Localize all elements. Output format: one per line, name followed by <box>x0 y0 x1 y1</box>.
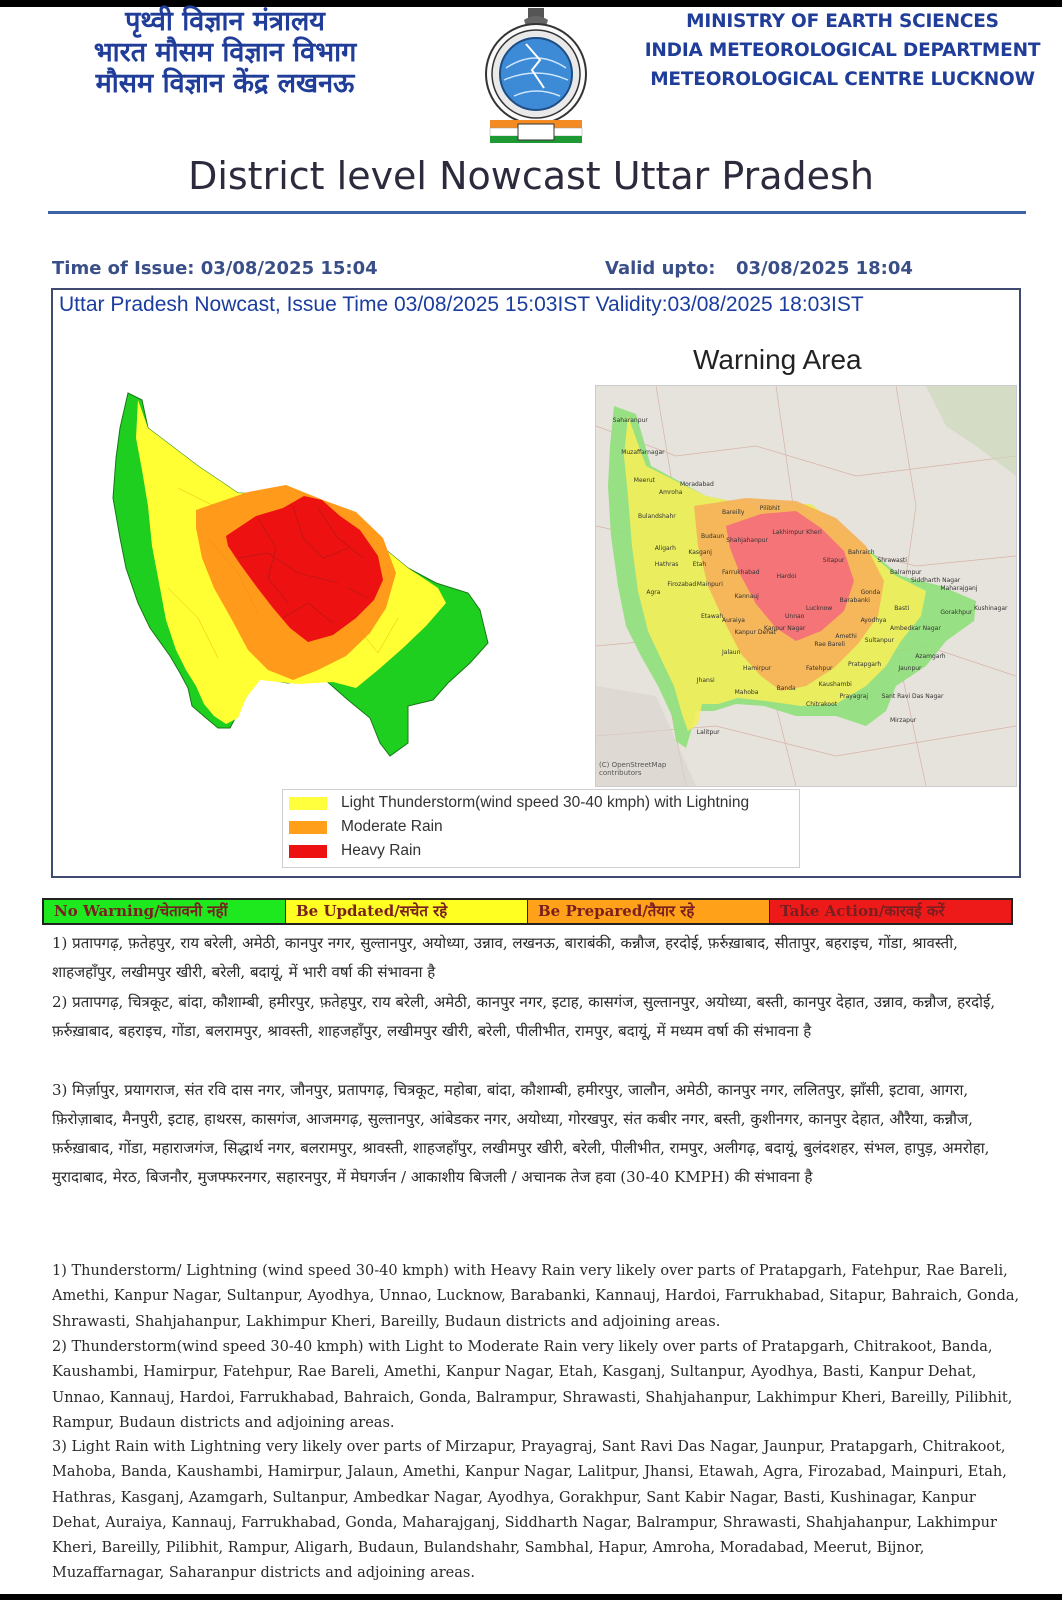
english-forecast-1: 1) Thunderstorm/ Lightning (wind speed 30-40 kmph) with Heavy Rain very likely over parts of Pratapgarh, Fatehpur, Rae Bareli, Amethi, Kanpur Nagar, Sultanpur, Ayodhya, Unnao, Lucknow, Barabanki, Kannauj, Hardoi, Farrukhabad, Sitapur, Bahraich, Gonda, Shrawasti, Shahjahanpur, Lakhimpur Kheri, Bareilly, Budaun districts and adjoining areas. <box>52 1263 1020 1330</box>
map-place-label: Shrawasti <box>877 557 907 564</box>
legend-label: Moderate Rain <box>341 818 443 835</box>
bottom-border <box>0 1594 1062 1600</box>
map-place-label: Kaushambi <box>818 681 852 688</box>
header-hindi <box>60 6 390 99</box>
map-place-label: Bulandshahr <box>638 513 676 520</box>
english-forecast-3: 3) Light Rain with Lightning very likely over parts of Mirzapur, Prayagraj, Sant Ravi Das Nagar, Jaunpur, Pratapgarh, Chitrakoot, Mahoba, Banda, Kaushambi, Hamirpur, Jalaun, Amethi, Kanpur Nagar, Lalitpur, Jhansi, Etawah, Agra, Firozabad, Mainpuri, Etah, Hathras, Kasganj, Azamgarh, Sultanpur, Ambedkar Nagar, Ayodhya, Gorakhpur, Sant Kabir Nagar, Basti, Kushinagar, Kanpur Dehat, Auraiya, Kannauj, Farrukhabad, Gonda, Maharajganj, Siddharth Nagar, Balrampur, Shrawasti, Shahjahanpur, Lakhimpur Kheri, Bareilly, Pilibhit, Rampur, Aligarh, Budaun, Bulandshahr, Sambhal, Hapur, Amroha, Moradabad, Meerut, Bijnor, Muzaffarnagar, Saharanpur districts and adjoining areas. <box>52 1439 1007 1582</box>
map-place-label: Prayagraj <box>839 693 869 700</box>
map-place-label: Shahjahanpur <box>726 537 768 544</box>
map-place-label: Barabanki <box>839 597 870 604</box>
header-hindi-line: पृथ्वी विज्ञान मंत्रालय <box>125 6 325 37</box>
map-place-label: Rae Bareli <box>814 641 845 648</box>
map-place-label: Lakhimpur Kheri <box>772 529 822 536</box>
map-legend <box>282 789 800 868</box>
map-place-label: Aligarh <box>654 545 676 552</box>
map-place-label: Ayodhya <box>860 617 887 624</box>
legend-swatch <box>289 845 327 858</box>
page-title: District level Nowcast Uttar Pradesh <box>188 154 874 198</box>
map-place-label: Etawah <box>701 613 724 620</box>
map-place-label: Fatehpur <box>806 665 833 672</box>
warning-level-be-prepared: Be Prepared/तैयार रहे <box>528 900 770 923</box>
map-place-label: Bahraich <box>848 549 875 556</box>
map-place-label: Hathras <box>654 561 679 568</box>
hindi-forecast-1: 1) प्रतापगढ़, फ़तेहपुर, राय बरेली, अमेठी, कानपुर नगर, सुल्तानपुर, अयोध्या, उन्नाव, लखनऊ, बाराबंकी, कन्नौज, हरदोई, फ़र्रुख़ाबाद, सीतापुर, बहराइच, गोंडा, श्रावस्ती, शाहजहाँपुर, लखीमपुर खीरी, बरेली, बदायूं, में भारी वर्षा की संभावना है <box>52 934 958 981</box>
map-place-label: Bareilly <box>722 509 745 516</box>
legend-swatch <box>289 821 327 834</box>
map-place-label: Muzaffarnagar <box>621 449 665 456</box>
map-place-label: Sitapur <box>822 557 845 564</box>
hindi-forecast-3: 3) मिर्ज़ापुर, प्रयागराज, संत रवि दास नगर, जौनपुर, प्रतापगढ़, चित्रकूट, महोबा, बांदा, कौशाम्बी, हमीरपुर, जालौन, अमेठी, कानपुर नगर, ललितपुर, झाँसी, इटावा, आगरा, फ़िरोज़ाबाद, मैनपुरी, इटाह, हाथरस, कासगंज, आजमगढ़, सुल्तानपुर, आंबेडकर नगर, अयोध्या, गोरखपुर, संत कबीर नगर, बस्ती, कुशीनगर, कानपुर देहात, औरैया, कन्नौज, फ़र्रुख़ाबाद, गोंडा, महाराजगंज, सिद्धार्थ नगर, बलरामपुर, श्रावस्ती, शाहजहाँपुर, लखीमपुर खीरी, बरेली, पीलीभीत, रामपुर, अलीगढ़, बदायूं, बुलंदशहर, संभल, हापुड़, अमरोहा, मुरादाबाद, मेरठ, बिजनौर, मुजफ्फरनगर, सहारनपुर, में मेघगर्जन / आकाशीय बिजली / अचानक तेज हवा (30-40 KMPH) की संभावना है <box>52 1081 990 1186</box>
map-place-label: Pilibhit <box>759 505 780 512</box>
map-place-label: Agra <box>646 589 661 596</box>
map-place-label: Sant Ravi Das Nagar <box>881 693 944 700</box>
map-place-label: Farrukhabad <box>722 569 760 576</box>
map-place-label: Ambedkar Nagar <box>890 625 941 632</box>
map-place-label: Kanpur Dehat <box>734 629 777 636</box>
header-hindi-line: मौसम विज्ञान केंद्र लखनऊ <box>95 68 355 99</box>
map-place-label: Moradabad <box>680 481 714 488</box>
header-english-line: METEOROLOGICAL CENTRE LUCKNOW <box>650 69 1035 90</box>
map-place-label: Budaun <box>701 533 725 540</box>
map-place-label: Azamgarh <box>915 653 946 660</box>
title-divider <box>48 211 1026 214</box>
warning-area-title: Warning Area <box>693 344 862 375</box>
map-place-label: Etah <box>692 561 707 568</box>
map-place-label: Lalitpur <box>696 729 720 736</box>
imd-emblem-icon <box>484 8 588 144</box>
time-of-issue: Time of Issue: 03/08/2025 15:04 <box>52 258 378 279</box>
header-hindi-line: भारत मौसम विज्ञान विभाग <box>93 37 357 68</box>
map-credit: (C) OpenStreetMap contributors <box>599 761 667 777</box>
map-place-label: Kushinagar <box>974 605 1008 612</box>
legend-item <box>289 793 749 813</box>
map-place-label: Jaunpur <box>898 665 922 672</box>
map-place-label: Auraiya <box>722 617 745 624</box>
warning-level-bar <box>42 898 1013 925</box>
hindi-forecast-2: 2) प्रतापगढ़, चित्रकूट, बांदा, कौशाम्बी, हमीरपुर, फ़तेहपुर, राय बरेली, अमेठी, कानपुर नगर, इटाह, कासगंज, सुल्तानपुर, अयोध्या, बस्ती, कानपुर देहात, उन्नाव, कन्नौज, हरदोई, फ़र्रुख़ाबाद, बहराइच, गोंडा, बलरामपुर, श्रावस्ती, शाहजहाँपुर, लखीमपुर खीरी, बरेली, पीलीभीत, रामपुर, बदायूं, में मध्यम वर्षा की संभावना है <box>52 993 996 1040</box>
valid-upto-label: Valid upto: <box>605 258 716 279</box>
map-place-label: Hardoi <box>776 573 797 580</box>
map-place-label: Lucknow <box>806 605 833 612</box>
english-forecast-2: 2) Thunderstorm(wind speed 30-40 kmph) with Light to Moderate Rain very likely over parts of Pratapgarh, Chitrakoot, Banda, Kaushambi, Hamirpur, Fatehpur, Rae Bareli, Amethi, Kanpur Nagar, Etah, Kasganj, Sultanpur, Ayodhya, Basti, Kanpur Dehat, Unnao, Kannauj, Hardoi, Farrukhabad, Bahraich, Gonda, Balrampur, Shrawasti, Shahjahanpur, Lakhimpur Kheri, Bareilly, Pilibhit, Rampur, Budaun districts and adjoining areas. <box>52 1339 1013 1431</box>
map-place-label: Jhansi <box>696 677 715 684</box>
valid-upto-value: 03/08/2025 18:04 <box>736 258 913 279</box>
map-place-label: Hamirpur <box>743 665 772 672</box>
map-place-label: Siddharth Nagar <box>911 577 961 584</box>
map-place-label: Mahoba <box>734 689 759 696</box>
up-warning-map <box>108 388 548 788</box>
header-english <box>640 7 1045 94</box>
map-place-label: Sultanpur <box>864 637 895 644</box>
nowcast-map-panel <box>51 288 1021 878</box>
map-place-label: Amroha <box>659 489 683 496</box>
map-place-label: Kasganj <box>688 549 712 556</box>
warning-level-no-warning: No Warning/चेतावनी नहीं <box>44 900 286 923</box>
header-english-line: MINISTRY OF EARTH SCIENCES <box>686 11 999 32</box>
map-place-label: Kanpur Nagar <box>764 625 806 632</box>
map-place-label: Chitrakoot <box>806 701 838 708</box>
map-place-label: Gonda <box>860 589 881 596</box>
map-heading: Uttar Pradesh Nowcast, Issue Time 03/08/2025 15:03IST Validity:03/08/2025 18:03IST <box>59 293 864 316</box>
legend-label: Heavy Rain <box>341 842 422 859</box>
map-place-label: Mirzapur <box>890 717 917 724</box>
map-place-label: Maharajganj <box>940 585 978 592</box>
legend-swatch <box>289 797 327 810</box>
map-place-label: Amethi <box>835 633 857 640</box>
map-place-label: Banda <box>776 685 796 692</box>
warning-area-map <box>595 385 1017 787</box>
map-place-label: Mainpuri <box>696 581 723 588</box>
map-place-label: Unnao <box>785 613 805 620</box>
legend-item <box>289 817 443 837</box>
legend-label: Light Thunderstorm(wind speed 30-40 kmph) with Lightning <box>341 794 750 811</box>
map-place-label: Gorakhpur <box>940 609 973 616</box>
map-place-label: Jalaun <box>722 649 741 656</box>
map-place-label: Meerut <box>633 477 655 484</box>
map-place-label: Saharanpur <box>612 417 648 424</box>
header-english-line: INDIA METEOROLOGICAL DEPARTMENT <box>644 40 1041 61</box>
warning-area-map-svg <box>596 386 1016 786</box>
map-place-label: Kannauj <box>734 593 759 600</box>
map-place-label: Firozabad <box>667 581 697 588</box>
warning-level-take-action: Take Action/कारवई करें <box>770 900 1011 923</box>
map-place-label: Balrampur <box>890 569 922 576</box>
warning-level-be-updated: Be Updated/सचेत रहे <box>286 900 528 923</box>
legend-item <box>289 841 421 861</box>
map-place-label: Basti <box>894 605 910 612</box>
map-place-label: Pratapgarh <box>848 661 882 668</box>
